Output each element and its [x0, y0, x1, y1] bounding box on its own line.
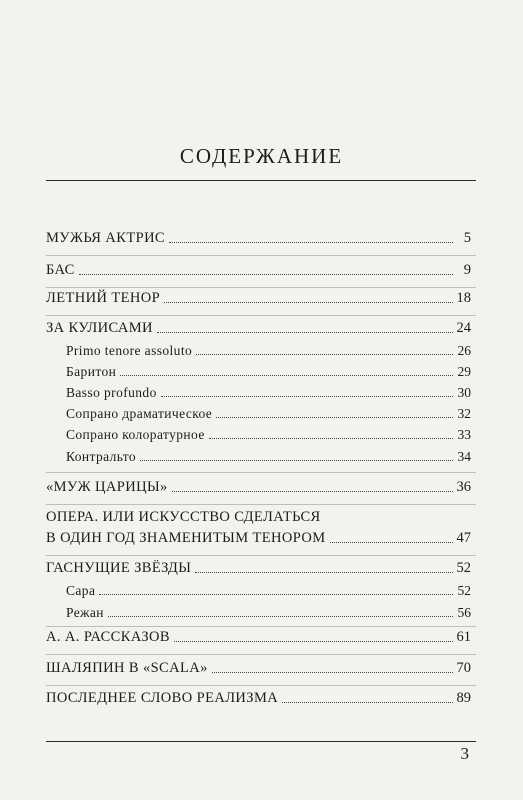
- toc-subentry-page: 33: [457, 427, 471, 442]
- toc-entry-page: 61: [456, 629, 471, 645]
- dot-leader: [140, 460, 453, 461]
- toc-entry-page: 47: [456, 530, 471, 546]
- toc-subentry-label: Контральто: [66, 449, 137, 464]
- toc-entry-page: 70: [456, 660, 471, 676]
- dot-leader: [169, 242, 453, 243]
- dot-leader: [120, 375, 453, 376]
- toc-subentry: [66, 406, 471, 422]
- dot-leader: [212, 672, 453, 673]
- footer-rule: [46, 741, 476, 742]
- dot-leader: [216, 417, 453, 418]
- dot-leader: [108, 616, 453, 617]
- toc-subentry: [66, 605, 471, 621]
- dot-leader: [196, 354, 453, 355]
- dot-leader: [282, 702, 452, 703]
- dot-leader: [157, 332, 453, 333]
- toc-entry-label: ГАСНУЩИЕ ЗВЁЗДЫ: [46, 560, 192, 576]
- toc-subentry-label: Режан: [66, 605, 104, 620]
- toc-entry-label: ЗА КУЛИСАМИ: [46, 320, 153, 336]
- dot-leader: [79, 274, 453, 275]
- entry-separator: [46, 287, 476, 288]
- dot-leader: [164, 302, 452, 303]
- toc-subentry-page: 32: [457, 406, 471, 421]
- toc-subentry-label: Сопрано колоратурное: [66, 427, 205, 442]
- entry-separator: [46, 685, 476, 686]
- entry-separator: [46, 255, 476, 256]
- toc-entry: [46, 320, 471, 337]
- toc-entry-page: 36: [456, 479, 471, 495]
- toc-entry: [46, 262, 471, 279]
- title-rule: [46, 180, 476, 181]
- dot-leader: [330, 542, 453, 543]
- dot-leader: [174, 641, 453, 642]
- page-title: СОДЕРЖАНИЕ: [179, 144, 344, 168]
- toc-entry-line1: ОПЕРА. ИЛИ ИСКУССТВО СДЕЛАТЬСЯ: [46, 509, 321, 525]
- toc-subentry: [66, 583, 471, 599]
- toc-entry: [46, 629, 471, 646]
- toc-subentry: [66, 427, 471, 443]
- dot-leader: [209, 438, 453, 439]
- entry-separator: [46, 654, 476, 655]
- dot-leader: [172, 491, 453, 492]
- entry-separator: [46, 626, 476, 627]
- toc-entry-label: А. А. РАССКАЗОВ: [46, 629, 170, 645]
- toc-entry-page: 5: [463, 230, 471, 246]
- toc-entry-label: «МУЖ ЦАРИЦЫ»: [46, 479, 168, 495]
- toc-subentry-page: 30: [457, 385, 471, 400]
- toc-subentry-label: Сопрано драматическое: [66, 406, 213, 421]
- toc-subentry: [66, 364, 471, 380]
- dot-leader: [161, 396, 453, 397]
- entry-separator: [46, 555, 476, 556]
- toc-entry-label: БАС: [46, 262, 75, 278]
- toc-entry-label: ПОСЛЕДНЕЕ СЛОВО РЕАЛИЗМА: [46, 690, 279, 706]
- toc-subentry-page: 29: [457, 364, 471, 379]
- toc-subentry-label: Basso profundo: [66, 385, 157, 400]
- entry-separator: [46, 315, 476, 316]
- toc-entry-page: 9: [463, 262, 471, 278]
- toc-entry-label: ЛЕТНИЙ ТЕНОР: [46, 290, 161, 306]
- page-number: 3: [460, 744, 469, 763]
- toc-subentry: [66, 449, 471, 465]
- toc-entry-page: 89: [456, 690, 471, 706]
- toc-subentry-page: 34: [457, 449, 471, 464]
- toc-entry-label: МУЖЬЯ АКТРИС: [46, 230, 166, 246]
- toc-entry: [46, 290, 471, 307]
- toc-subentry-label: Сара: [66, 583, 96, 598]
- toc-subentry: [66, 343, 471, 359]
- toc-subentry: [66, 385, 471, 401]
- toc-entry: [46, 530, 471, 547]
- toc-subentry-page: 56: [457, 605, 471, 620]
- toc-entry-page: 24: [456, 320, 471, 336]
- toc-entry: [46, 560, 471, 577]
- entry-separator: [46, 504, 476, 505]
- toc-subentry-label: Баритон: [66, 364, 117, 379]
- toc-subentry-label: Primo tenore assoluto: [66, 343, 193, 358]
- toc-entry: [46, 230, 471, 247]
- dot-leader: [195, 572, 452, 573]
- toc-entry-label: ШАЛЯПИН В «SCALA»: [46, 660, 208, 676]
- toc-entry: [46, 479, 471, 496]
- toc-entry-label: В ОДИН ГОД ЗНАМЕНИТЫМ ТЕНОРОМ: [46, 530, 326, 546]
- entry-separator: [46, 472, 476, 473]
- toc-entry: [46, 690, 471, 707]
- toc-subentry-page: 52: [457, 583, 471, 598]
- toc-entry: [46, 660, 471, 677]
- toc-subentry-page: 26: [457, 343, 471, 358]
- toc-entry-page: 52: [456, 560, 471, 576]
- dot-leader: [99, 594, 453, 595]
- toc-entry-page: 18: [456, 290, 471, 306]
